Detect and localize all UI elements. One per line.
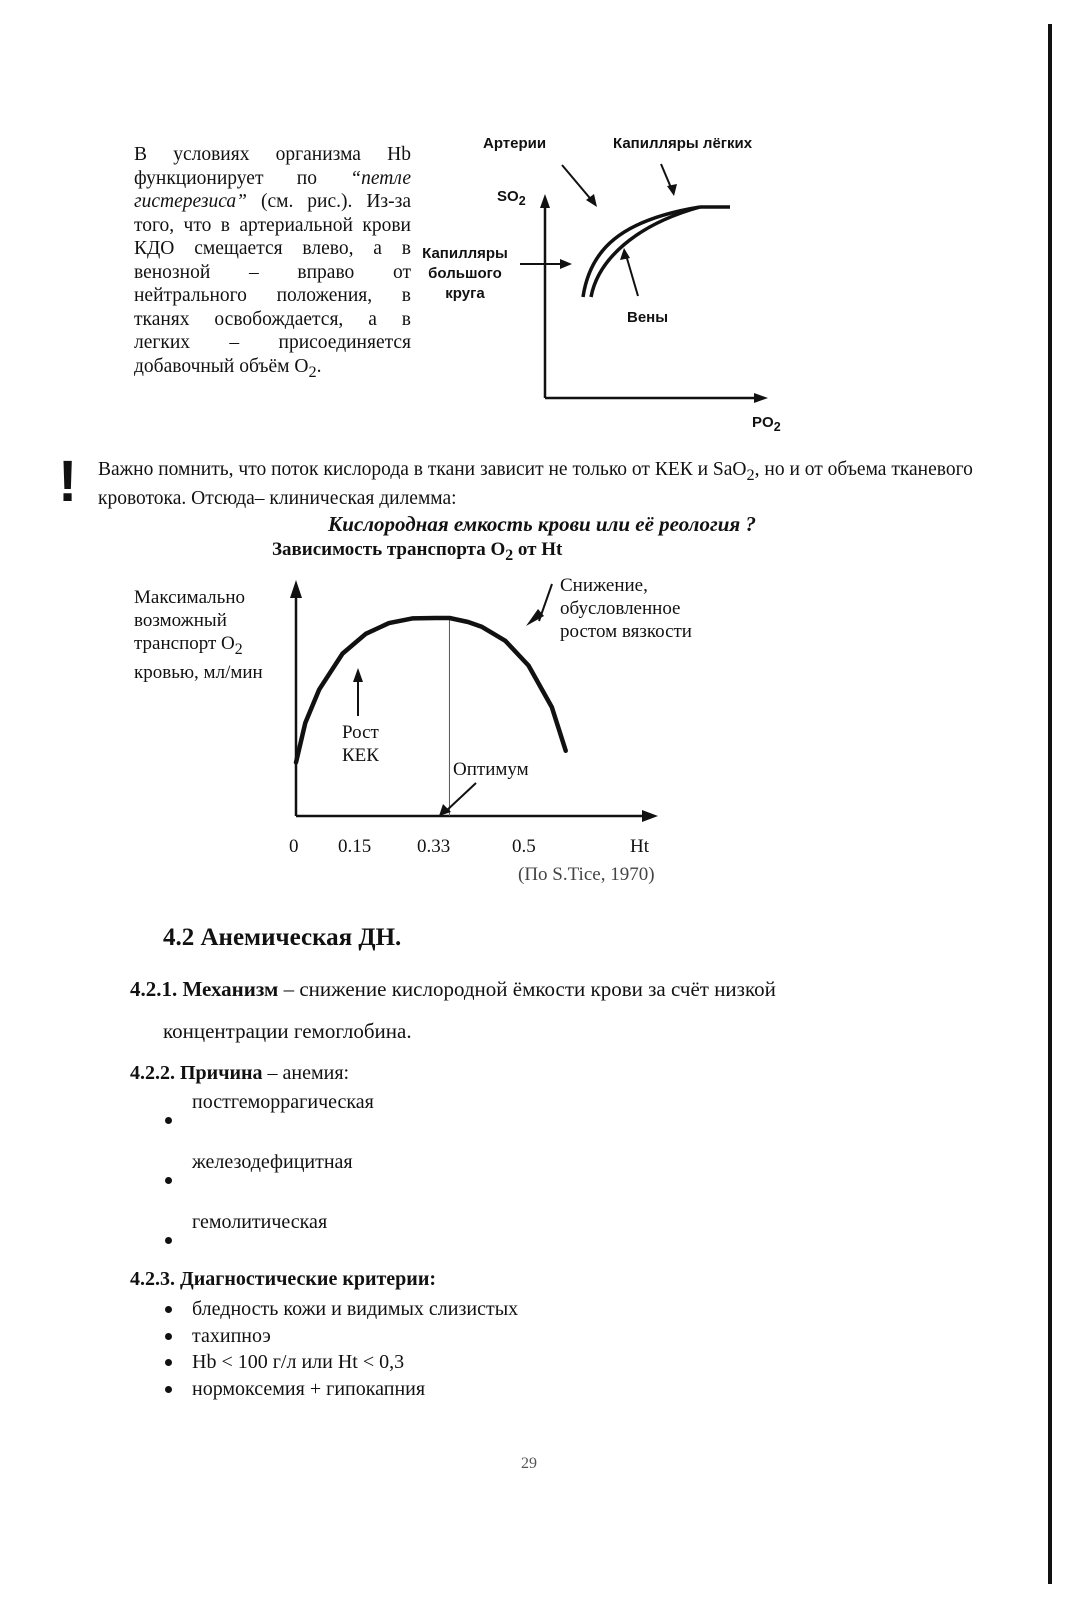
- figure-source: (По S.Tice, 1970): [518, 864, 655, 885]
- list-item: нормоксемия + гипокапния: [163, 1376, 518, 1403]
- decline-annotation: Снижение, обусловленное ростом вязкости: [560, 575, 692, 642]
- ht-y-arrowhead: [290, 580, 302, 598]
- label-lung-capillaries: Капилляры лёгких: [613, 135, 753, 152]
- important-note: Важно помнить, что поток кислорода в ткани зависит не только от КЕК и SaO$_2$, но и от объема тканевого кровотока. Отсюда– клиническая дилемма:: [98, 459, 973, 509]
- intro-text-2: (см. рис.). Из-за того, что в артериальной крови КДО смещается влево, а в венозной – вправо от нейтрального положения, в тканях освобождается, а в легких – присоединяется добавочный объём O: [134, 191, 411, 377]
- exclamation-icon: !: [58, 449, 78, 514]
- rise-arrowhead: [353, 668, 363, 682]
- ht-transport-curve: [296, 618, 566, 763]
- page-number: 29: [521, 1455, 537, 1472]
- label-systemic-capillaries: Капилляры большого круга: [422, 245, 508, 302]
- rise-annotation: Рост КЕК: [342, 722, 379, 766]
- criteria-heading: 4.2.3. Диагностические критерии:: [130, 1268, 437, 1290]
- list-item: железодефицитная: [163, 1150, 374, 1210]
- intro-text-1: В условиях организма Hb функционирует по: [134, 144, 411, 189]
- mechanism-line: 4.2.1. Механизм – снижение кислородной ёмкости крови за счёт низкой: [130, 977, 776, 1001]
- list-item: тахипноэ: [163, 1323, 518, 1350]
- optimum-annotation: Оптимум: [453, 759, 529, 780]
- label-veins: Вены: [627, 309, 669, 326]
- criteria-list: [163, 1296, 518, 1402]
- cause-list: [163, 1090, 374, 1270]
- ht-x-axis-label: Ht: [630, 836, 649, 857]
- list-item: Hb < 100 г/л или Ht < 0,3: [163, 1349, 518, 1376]
- section-title: 4.2 Анемическая ДН.: [163, 924, 402, 951]
- ht-y-axis-label: Максимально возможный транспорт $O_2$ кровью, мл/мин: [134, 587, 263, 683]
- list-item: постгеморрагическая: [163, 1090, 374, 1150]
- intro-period: .: [316, 355, 322, 377]
- hysteresis-y-axis-label: $SO_2$: [497, 188, 526, 208]
- intro-subscript: 2: [308, 362, 317, 381]
- mechanism-line-2: концентрации гемоглобина.: [163, 1019, 412, 1043]
- label-arteries: Артерии: [483, 135, 547, 152]
- x-tick-label: 0.33: [417, 836, 451, 857]
- ht-chart-title: Зависимость транспорта $O_2$ от Ht: [272, 539, 563, 564]
- hysteresis-x-axis-label: $PO_2$: [752, 414, 781, 434]
- clinical-dilemma: Кислородная емкость крови или её реология ?: [328, 512, 756, 536]
- cause-heading: 4.2.2. Причина – анемия:: [130, 1062, 350, 1084]
- x-tick-label: 0.5: [512, 836, 536, 857]
- x-tick-label: 0: [289, 836, 299, 857]
- ht-x-arrowhead: [642, 810, 658, 822]
- scan-edge-line: [1048, 24, 1052, 1584]
- x-tick-label: 0.15: [338, 836, 372, 857]
- list-item: гемолитическая: [163, 1210, 374, 1270]
- list-item: бледность кожи и видимых слизистых: [163, 1296, 518, 1323]
- intro-italic-term: “петле гистерезиса”: [134, 167, 411, 212]
